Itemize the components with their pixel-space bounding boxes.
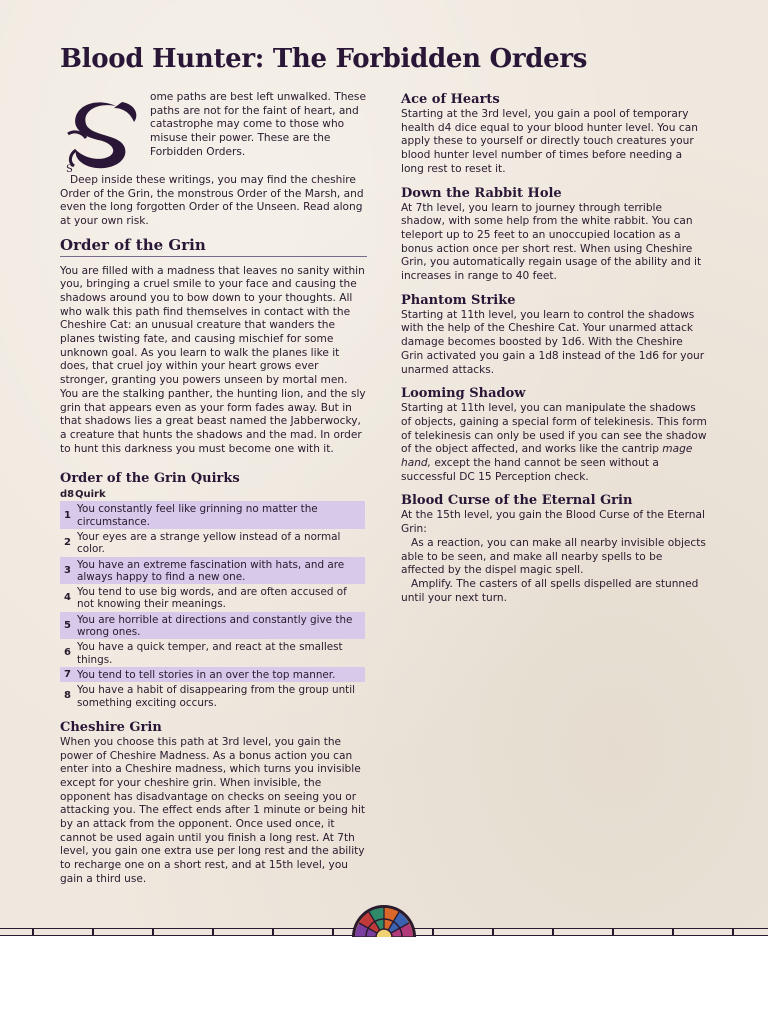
table-row <box>60 584 365 612</box>
header-die: d8 <box>60 489 75 501</box>
row-number: 4 <box>64 592 71 604</box>
table-row <box>60 529 365 557</box>
blood-curse-effect: As a reaction, you can make all nearby invisible objects able to be seen, and make all nearby spells to be affected by the dispel magic spell. <box>401 536 706 577</box>
row-text: You tend to use big words, and are often accused of not knowing their meanings. <box>77 586 347 611</box>
ace-of-hearts-heading: Ace of Hearts <box>401 92 500 107</box>
looming-shadow-body <box>401 402 708 484</box>
ace-of-hearts-body: Starting at the 3rd level, you gain a pool of temporary health d4 dice equal to your blood hunter level. You can apply these to yourself or directly touch creatures your blood hunter level number of times before needing a long rest to reset it. <box>401 108 698 175</box>
row-number: 6 <box>64 647 71 659</box>
cheshire-grin-body: When you choose this path at 3rd level, you gain the power of Cheshire Madness. As a bonus action you can enter into a Cheshire madness, which turns you invisible except for your cheshire grin. When invisible, the opponent has disadvantage on checks on seeing you or attacking you. The effect ends after 1 minute or being hit by an attack from the opponent. Once used once, it cannot be used again until you finish a long rest. At 7th level, you gain one extra use per long rest and the ability to recharge one on a short rest, and at 15th level, you gain a third use. <box>60 735 366 885</box>
footer-tick <box>492 929 494 935</box>
row-text: You are horrible at directions and constantly give the wrong ones. <box>77 613 353 639</box>
footer-tick <box>32 929 34 935</box>
down-the-rabbit-hole-body: At 7th level, you learn to journey through terrible shadow, with some help from the white rabbit. You can teleport up to 25 feet to an unoccupied location as a bonus action once per short rest. When using Cheshire Grin, you automatically regain usage of the ability and it increases in range to 40 feet. <box>401 201 702 283</box>
drop-cap-letter: S <box>66 164 73 174</box>
footer-tick <box>332 929 334 935</box>
quirks-table-header <box>60 489 365 501</box>
footer-tick <box>272 929 274 935</box>
intro-paragraph-2: Deep inside these writings, you may find the cheshire Order of the Grin, the monstrous Order of the Marsh, and even the long forgotten Order of the Unseen. Read along at your own risk. <box>60 174 364 228</box>
footer-tick <box>732 929 734 935</box>
cheshire-grin-heading: Cheshire Grin <box>60 719 162 735</box>
down-the-rabbit-hole-heading: Down the Rabbit Hole <box>401 185 562 201</box>
row-number: 3 <box>64 564 71 576</box>
row-text: You constantly feel like grinning no matter the circumstance. <box>77 503 318 528</box>
quirks-table <box>60 489 365 709</box>
row-text: You have an extreme fascination with hats, and are always happy to find a new one. <box>77 558 345 583</box>
phantom-strike-body: Starting at 11th level, you learn to control the shadows with the help of the Cheshire Cat. Your unarmed attack damage becomes boosted by 1d6. With the Cheshire Grin activated you gain a 1d8 instead of the 1d6 for your unarmed attacks. <box>401 308 705 376</box>
looming-shadow-text-a: Starting at 11th level, you can manipulate the shadows of objects, gaining a special form of telekinesis. This form of telekinesis can only be used if you can see the shadow of the object affected, and works like the cantrip <box>401 402 707 456</box>
row-text: You have a habit of disappearing from the group until something exciting occurs. <box>77 684 356 709</box>
header-quirk: Quirk <box>75 489 106 501</box>
blood-curse-heading: Blood Curse of the Eternal Grin <box>401 493 633 509</box>
drop-cap-s <box>60 94 144 174</box>
table-row <box>60 612 365 640</box>
table-row <box>60 639 365 667</box>
row-number: 5 <box>64 619 71 631</box>
footer-tick <box>432 929 434 935</box>
looming-shadow-text-b: except the hand cannot be seen without a successful DC 15 Perception check. <box>401 457 659 483</box>
row-number: 8 <box>64 690 71 702</box>
table-row <box>60 667 365 682</box>
row-number: 7 <box>64 668 71 680</box>
intro-paragraph-1: ome paths are best left unwalked. These paths are not for the faint of heart, and catastrophe may come to those who misuse their power. These are the Forbidden Orders. <box>150 91 366 158</box>
table-row <box>60 501 365 529</box>
row-text: Your eyes are a strange yellow instead of a normal color. <box>77 530 341 556</box>
table-row <box>60 682 365 710</box>
row-number: 2 <box>64 537 71 549</box>
quirks-heading: Order of the Grin Quirks <box>60 471 240 487</box>
intro-section <box>60 91 367 229</box>
mage-hand-spell: mage hand, <box>401 443 693 470</box>
blood-curse-amplify: Amplify. The casters of all spells dispelled are stunned until your next turn. <box>401 577 699 604</box>
row-text: You have a quick temper, and react at the smallest things. <box>77 641 343 666</box>
left-column <box>60 91 367 887</box>
phantom-strike-heading: Phantom Strike <box>401 292 516 308</box>
order-of-the-grin-body: You are filled with a madness that leaves no sanity within you, bringing a cruel smile to your face and causing the shadows around you to bow down to your thoughts. All who walk this path find themselves in contact with the Cheshire Cat: an unusual creature that wanders the planes twisting fate, and causing mischief for some unknown goal. As you learn to walk the planes like it does, that cruel joy within your heart grows ever stronger, granting you powers unseen by mortal men. You are the stalking panther, the hunting lion, and the sly grin that appears even as your form fades away. But in that shadows lies a great beast named the Jabberwocky, a creature that hunts the shadows and the mad. In order to hunt this darkness you must become one with it. <box>60 264 366 455</box>
table-row <box>60 557 365 585</box>
footer-tick <box>552 929 554 935</box>
blood-curse-intro: At the 15th level, you gain the Blood Curse of the Eternal Grin: <box>401 509 705 536</box>
stained-glass-rose-window-icon <box>350 903 418 939</box>
looming-shadow-heading: Looming Shadow <box>401 386 526 402</box>
footer-tick <box>612 929 614 935</box>
footer-tick <box>672 929 674 935</box>
footer-tick <box>92 929 94 935</box>
page-title: Blood Hunter: The Forbidden Orders <box>60 44 588 74</box>
right-column <box>401 91 708 605</box>
order-of-the-grin-heading: Order of the Grin <box>60 239 367 257</box>
row-number: 1 <box>64 509 71 521</box>
row-text: You tend to tell stories in an over the top manner. <box>77 668 336 681</box>
footer-tick <box>212 929 214 935</box>
footer-tick <box>152 929 154 935</box>
